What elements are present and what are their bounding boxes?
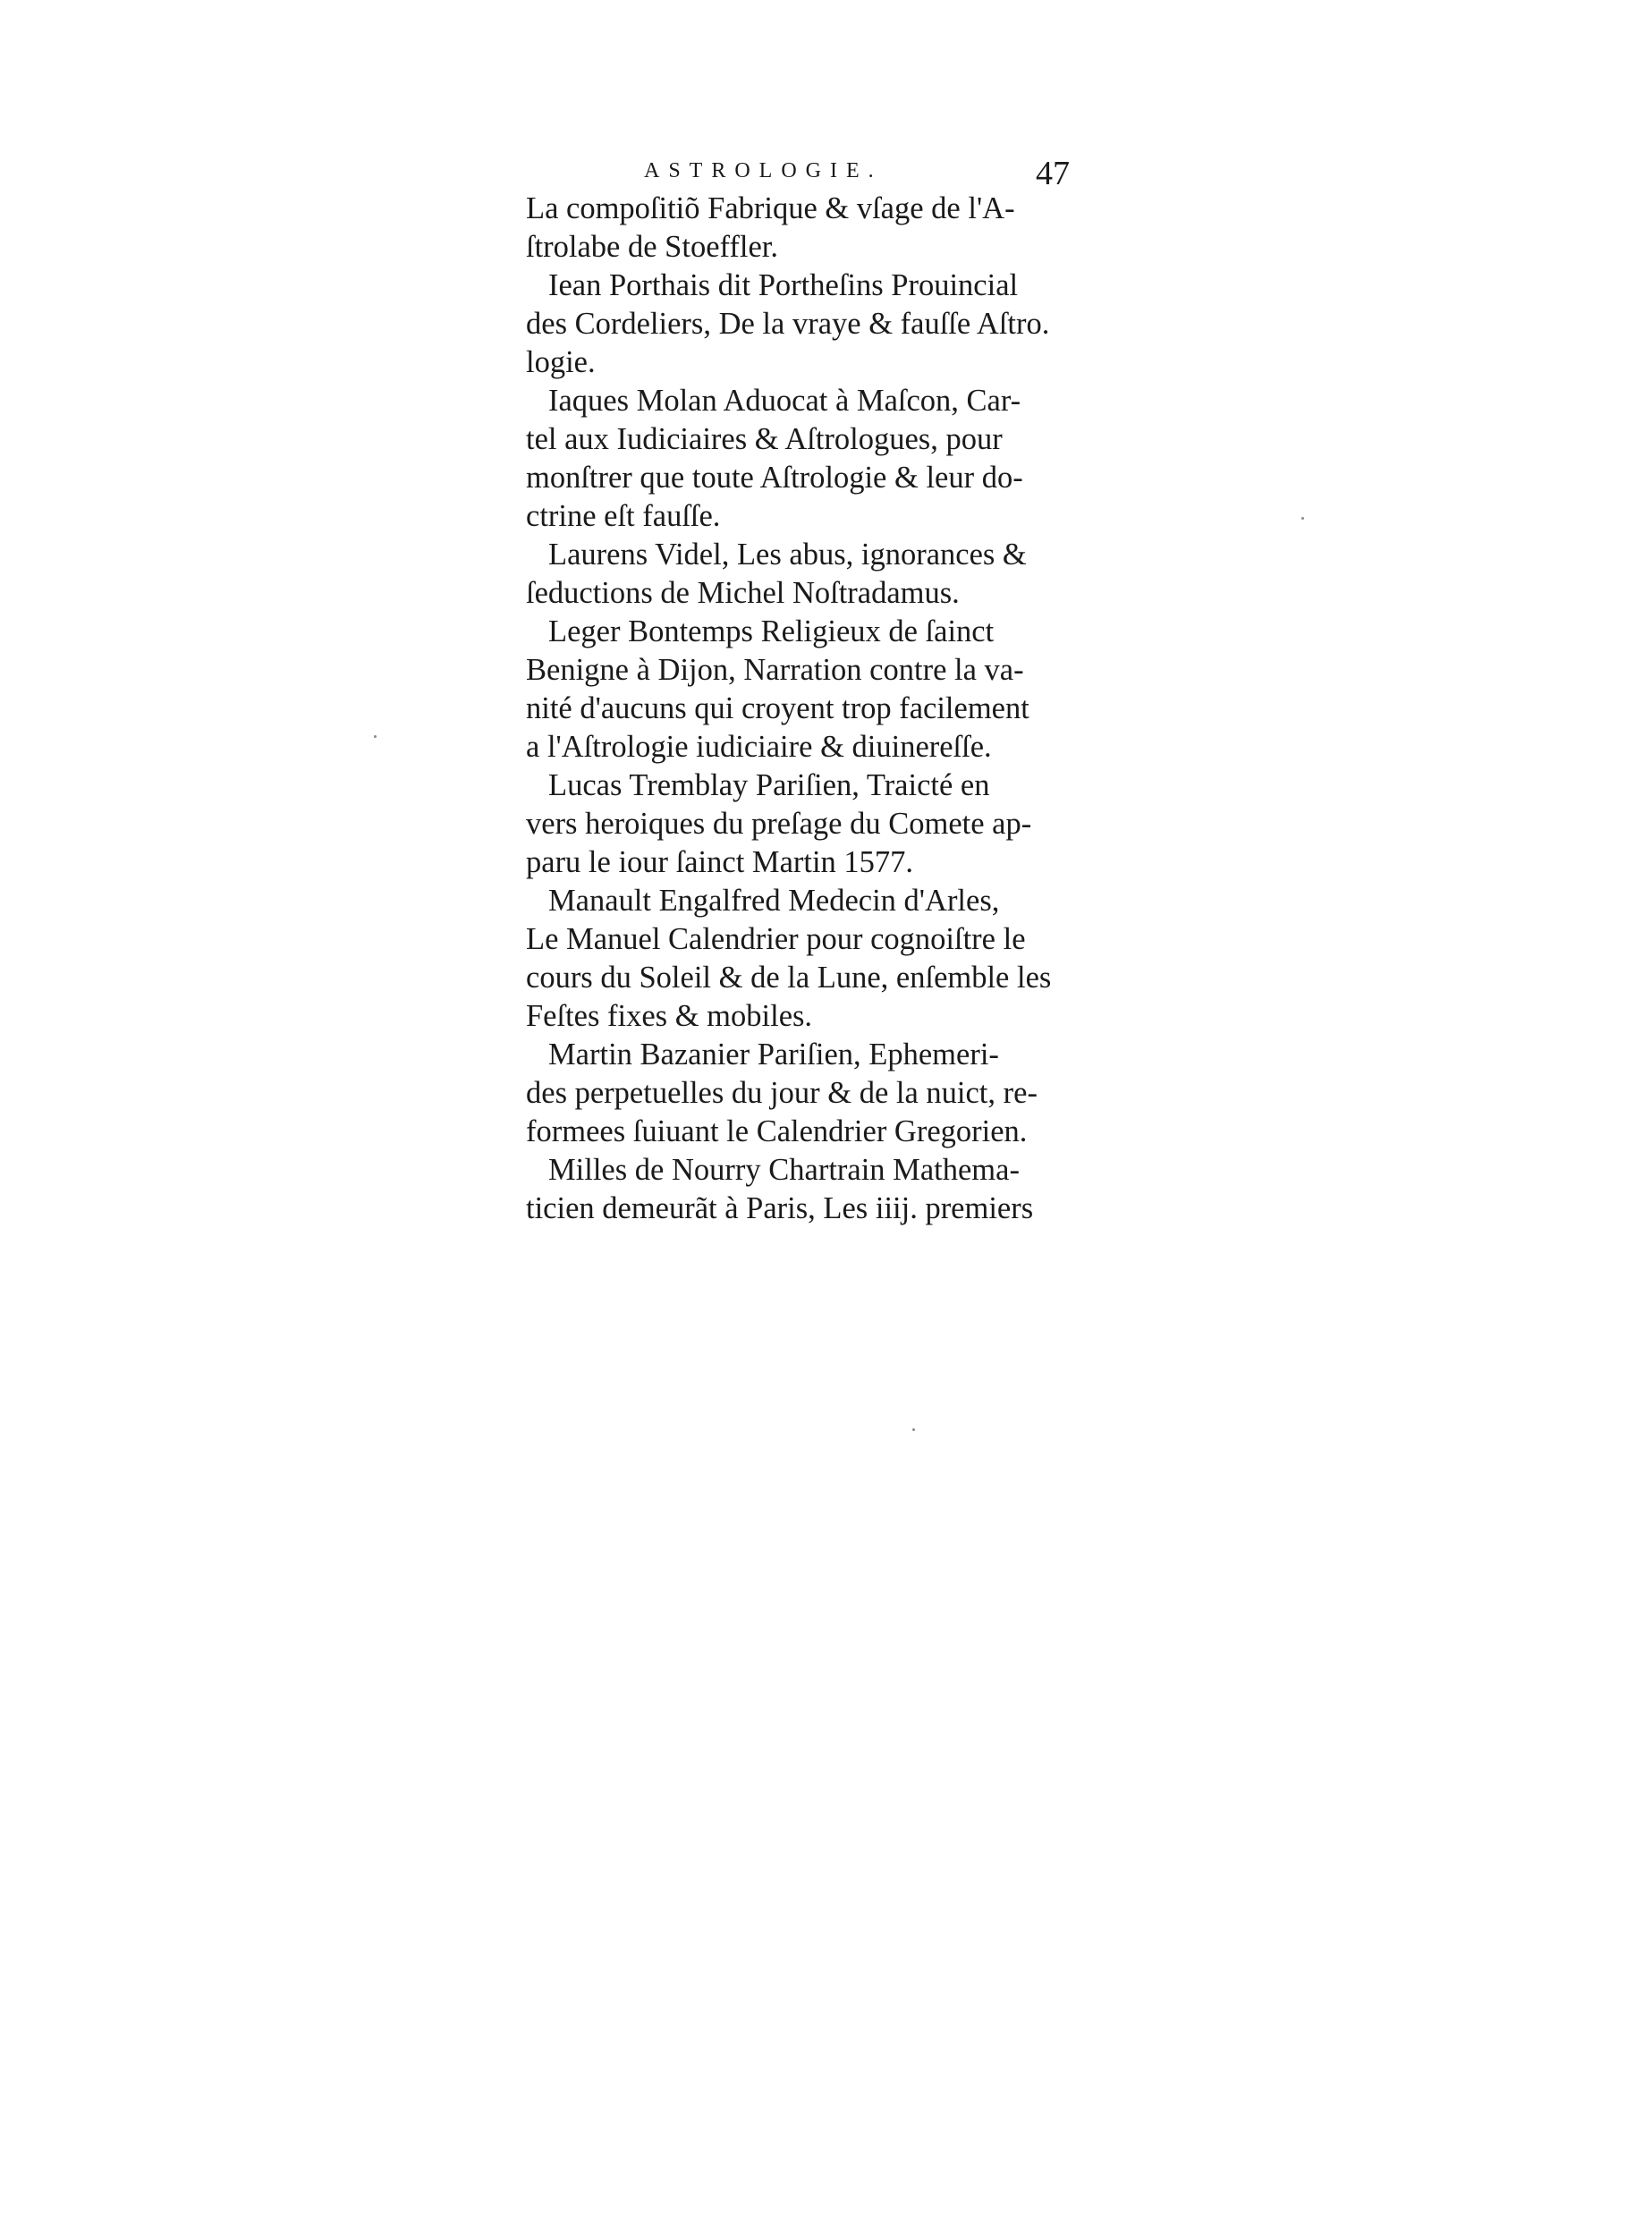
text-line: Leger Bontemps Religieux de ſainct [548,614,995,648]
text-line: ticien demeurãt à Paris, Les iiij. premiers [526,1191,1034,1225]
paper-speck [1301,517,1304,520]
text-line: Iaques Molan Aduocat à Maſcon, Car- [548,384,1021,418]
text-line: des perpetuelles du jour & de la nuict, re- [526,1076,1038,1110]
text-line: Le Manuel Calendrier pour cognoiſtre le [526,922,1026,956]
text-line: vers heroiques du preſage du Comete ap- [526,807,1032,841]
text-line: ſtrolabe de Stoeffler. [526,230,778,264]
text-line: ſeductions de Michel Noſtradamus. [526,576,960,610]
text-line: formees ſuiuant le Calendrier Gregorien. [526,1114,1028,1148]
paper-speck [374,735,377,738]
running-title: ASTROLOGIE. [644,159,883,182]
text-line: Manault Engalfred Medecin d'Arles, [548,884,1000,918]
text-line: Feſtes fixes & mobiles. [526,999,813,1033]
page-number: 47 [1036,155,1070,192]
text-line: logie. [526,345,596,379]
text-line: tel aux Iudiciaires & Aſtrologues, pour [526,422,1003,456]
text-line: Lucas Tremblay Pariſien, Traicté en [548,768,990,802]
text-line: a l'Aſtrologie iudiciaire & diuinereſſe. [526,730,992,764]
text-line: Iean Porthais dit Portheſins Prouincial [548,268,1019,302]
text-line: monſtrer que toute Aſtrologie & leur do- [526,461,1023,495]
text-line: Laurens Videl, Les abus, ignorances & [548,538,1027,572]
text-line: Benigne à Dijon, Narration contre la va- [526,653,1024,687]
text-line: La compoſitiõ Fabrique & vſage de l'A- [526,191,1015,225]
text-line: Milles de Nourry Chartrain Mathema- [548,1153,1020,1187]
text-line: des Cordeliers, De la vraye & fauſſe Aſtro. [526,307,1050,341]
text-line: ctrine eſt fauſſe. [526,499,721,533]
text-line: Martin Bazanier Pariſien, Ephemeri- [548,1038,999,1071]
text-line: paru le iour ſainct Martin 1577. [526,845,914,879]
paper-speck [912,1428,915,1431]
bibliography-text [526,190,1080,1228]
text-line: nité d'aucuns qui croyent trop facilement [526,691,1029,725]
text-line: cours du Soleil & de la Lune, enſemble les [526,961,1052,995]
